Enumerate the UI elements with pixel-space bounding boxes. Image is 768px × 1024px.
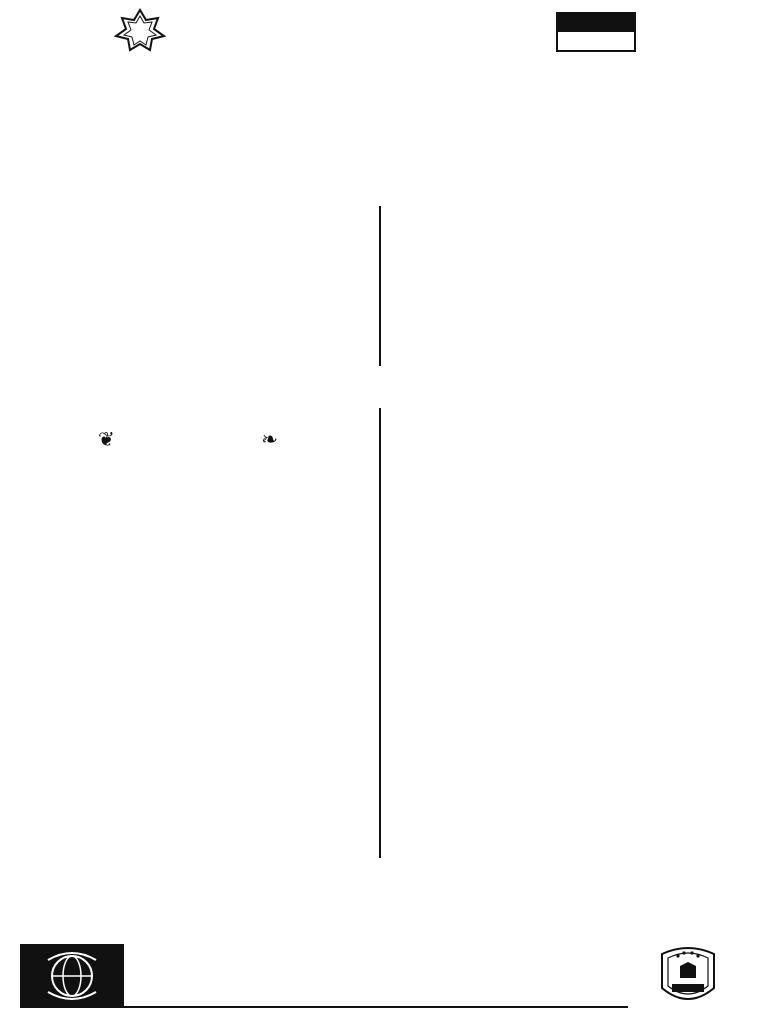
column-divider — [379, 408, 381, 858]
ornament-icon: ❦ — [98, 428, 115, 451]
column-divider — [379, 206, 381, 366]
globe-emblem-icon — [42, 948, 102, 1004]
flag-icon — [556, 12, 636, 52]
foundation-logo — [20, 944, 124, 1008]
school-logo — [654, 944, 722, 1008]
footer-rule — [118, 1006, 628, 1008]
calligraphy-logo — [112, 8, 168, 52]
doa-heading — [98, 424, 278, 454]
crest-icon — [654, 944, 722, 1008]
school-logo-label — [672, 984, 704, 992]
star-emblem-icon — [112, 8, 168, 52]
ornament-icon: ❧ — [261, 428, 278, 451]
